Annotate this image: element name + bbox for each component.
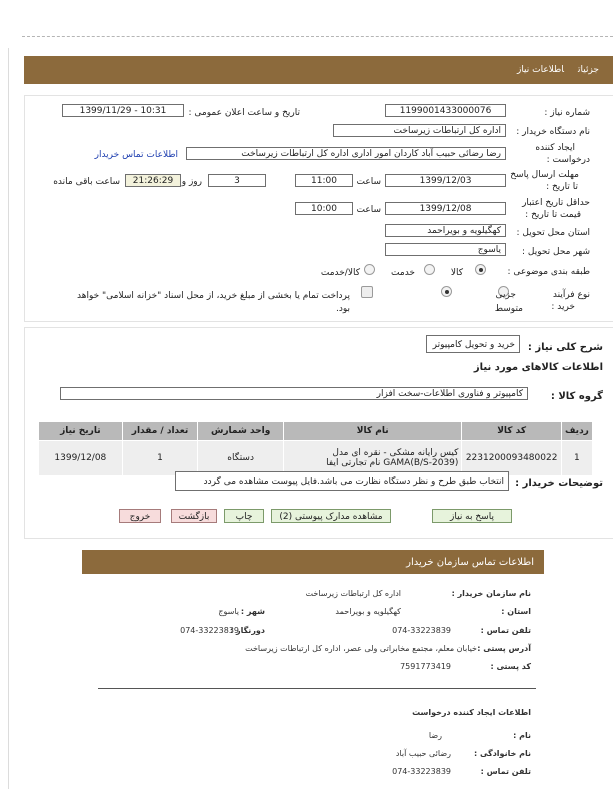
remaining-time-label: ساعت باقی مانده (53, 177, 120, 187)
proc-partial-label: جزیی (495, 290, 516, 300)
left-border (8, 48, 9, 789)
validity-date-field: 1399/12/08 (385, 202, 506, 215)
contact-fax-value: 074-33223839 (180, 626, 239, 635)
summary-label: شرح کلی نیاز : (527, 342, 603, 353)
crumb-details[interactable]: جزئیات (578, 65, 599, 75)
buyer-org-field: اداره کل ارتباطات زیرساخت (333, 124, 506, 137)
view-attachments-button[interactable]: مشاهده مدارک پیوستی (2) (271, 509, 391, 523)
proc-medium-radio[interactable] (441, 286, 452, 297)
creator-field: رضا رضائی حبیب آباد کاردان امور اداری اداره کل ارتباطات زیرساخت (186, 147, 506, 160)
page-header (24, 56, 613, 84)
col-row: ردیف (561, 422, 592, 441)
cat-service-radio[interactable] (424, 264, 435, 275)
contact-province-label: استان : (501, 607, 531, 616)
creator-name-label: نام : (513, 731, 531, 740)
cat-goods-service-label: کالا/خدمت (320, 268, 360, 278)
category-label: طبقه بندی موضوعی : (507, 267, 590, 277)
need-number-label: شماره نیاز : (544, 108, 590, 118)
org-value: اداره کل ارتباطات زیرساخت (305, 589, 401, 598)
contact-phone-label: تلفن تماس : (480, 626, 531, 635)
contact-province-value: کهگیلویه و بویراحمد (335, 607, 401, 616)
cell-row: 1 (561, 441, 592, 476)
buyer-notes-field: انتخاب طبق طرح و نظر دستگاه نظارت می باشد.فایل پیوست مشاهده می گردد (175, 471, 509, 491)
org-label: نام سازمان خریدار : (451, 589, 531, 598)
reply-time-field: 11:00 (295, 174, 353, 187)
crumb-need-info[interactable]: اطلاعات نیاز (516, 65, 564, 75)
need-number-field: 1199001433000076 (385, 104, 506, 117)
contact-fax-label: دورنگار : (230, 626, 265, 635)
province-field: کهگیلویه و بویراحمد (385, 224, 506, 237)
cell-unit: دستگاه (198, 441, 284, 476)
payment-note-2: بود. (335, 304, 350, 314)
reply-deadline-label: مهلت ارسال پاسخ (510, 170, 579, 180)
goods-group-field: کامپیوتر و فناوری اطلاعات-سخت افزار (60, 387, 528, 400)
summary-field: خرید و تحویل کامپیوتر (426, 335, 520, 353)
city-label: شهر محل تحویل : (521, 247, 590, 257)
contact-postal-value: 7591773419 (400, 662, 451, 671)
col-name: نام کالا (283, 422, 461, 441)
contact-address-label: آدرس پستی : (477, 644, 531, 653)
contact-city-label: شهر : (240, 607, 265, 616)
cell-date: 1399/12/08 (39, 441, 123, 476)
print-button[interactable]: چاپ (224, 509, 264, 523)
remaining-time-field: 21:26:29 (125, 174, 181, 187)
cell-qty: 1 (122, 441, 198, 476)
cell-code: 2231200093480022 (462, 441, 561, 476)
city-field: یاسوج (385, 243, 506, 256)
cat-goods-radio[interactable] (475, 264, 486, 275)
reply-date-field: 1399/12/03 (385, 174, 506, 187)
contact-phone-value: 074-33223839 (392, 626, 451, 635)
province-label: استان محل تحویل : (516, 228, 590, 238)
creator-phone-value: 074-33223839 (392, 767, 451, 776)
col-date: تاریخ نیاز (39, 422, 123, 441)
goods-info-title: اطلاعات کالاهای مورد نیاز (473, 362, 603, 373)
process-type-label: نوع فرآیند (552, 290, 590, 300)
buyer-notes-label: توضیحات خریدار : (515, 478, 603, 489)
reply-time-label: ساعت (356, 177, 381, 187)
col-qty: تعداد / مقدار (122, 422, 198, 441)
back-button[interactable]: بازگشت (171, 509, 217, 523)
creator-family-value: رضائی حبیب آباد (395, 749, 451, 758)
col-unit: واحد شمارش (198, 422, 284, 441)
cat-goods-service-radio[interactable] (364, 264, 375, 275)
creator-label-2: درخواست : (546, 155, 590, 165)
days-label: روز و (181, 177, 202, 187)
exit-button[interactable]: خروج (119, 509, 161, 523)
price-validity-label: حداقل تاریخ اعتبار (522, 198, 590, 208)
validity-time-field: 10:00 (295, 202, 353, 215)
reply-button[interactable]: پاسخ به نیاز (432, 509, 512, 523)
creator-label: ایجاد کننده (535, 143, 575, 153)
creator-phone-label: تلفن تماس : (480, 767, 531, 776)
contact-section-header (82, 550, 544, 574)
reply-deadline-label-2: تا تاریخ : (546, 182, 578, 192)
breadcrumb (503, 65, 599, 75)
top-divider (22, 36, 613, 37)
creator-info-title: اطلاعات ایجاد کننده درخواست (412, 708, 531, 717)
announce-field: 1399/11/29 - 10:31 (62, 104, 184, 117)
proc-medium-label: متوسط (494, 304, 523, 314)
contact-divider (98, 688, 536, 689)
buyer-org-label: نام دستگاه خریدار : (516, 127, 590, 137)
goods-table (38, 421, 593, 476)
cat-service-label: خدمت (391, 268, 415, 278)
contact-postal-label: کد پستی : (490, 662, 531, 671)
buyer-contact-link[interactable]: اطلاعات تماس خریدار (94, 150, 178, 160)
payment-note: پرداخت تمام یا بخشی از مبلغ خرید، از محل اسناد "خزانه اسلامی" خواهد (77, 291, 350, 301)
validity-time-label: ساعت (356, 205, 381, 215)
contact-section-title: اطلاعات تماس سازمان خریدار (406, 557, 534, 568)
creator-name-value: رضا (428, 731, 442, 740)
announce-label: تاریخ و ساعت اعلان عمومی : (188, 108, 300, 118)
contact-address-value: خیابان معلم، مجتمع مخابراتی ولی عصر، اداره کل ارتباطات زیرساخت (245, 644, 477, 653)
cat-goods-label: کالا (450, 268, 463, 278)
creator-family-label: نام خانوادگی : (473, 749, 531, 758)
treasury-payment-checkbox[interactable] (361, 286, 373, 298)
goods-group-label: گروه کالا : (550, 391, 603, 402)
days-field: 3 (208, 174, 266, 187)
cell-name: کیس رایانه مشکی - نقره ای مدل GAMA(B/S-2039) نام تجارتی ایفا (283, 441, 461, 476)
process-type-label-2: خرید : (551, 302, 575, 312)
col-code: کد کالا (462, 422, 561, 441)
price-validity-label-2: قیمت تا تاریخ : (525, 210, 581, 220)
contact-city-value: یاسوج (218, 607, 239, 616)
